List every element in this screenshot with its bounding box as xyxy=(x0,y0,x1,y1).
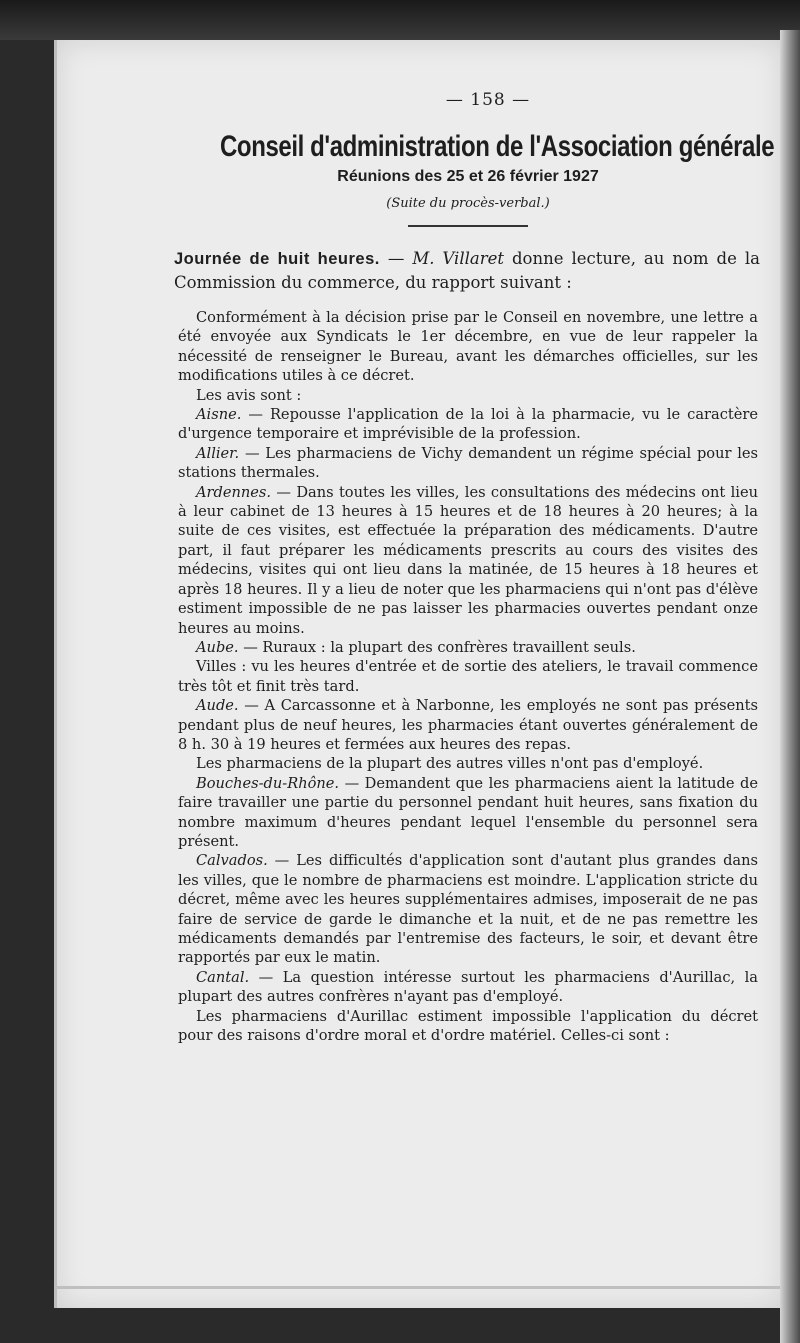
lead-speaker: M. Villaret xyxy=(412,249,505,268)
body-paragraph xyxy=(178,774,758,852)
paragraph-text: — Ruraux : la plupart des confrères travaillent seuls. xyxy=(238,638,636,656)
department-name: Aude. xyxy=(196,697,239,715)
body-paragraph xyxy=(178,444,758,483)
body-paragraph xyxy=(178,405,758,444)
department-name: Bouches-du-Rhône. xyxy=(196,774,340,792)
page-content xyxy=(174,90,775,1045)
paragraph-text: Conformément à la décision prise par le Conseil en novembre, une lettre a été envoyée aux Syndicats le 1er décembre, en vue de leur rappeler la nécessité de renseigner le Bureau, avant les démarches officielles, sur les modifications utiles à ce décret. xyxy=(178,309,758,385)
lead-text: donne lecture, au nom de la Commission du commerce, du rapport suivant : xyxy=(174,249,760,292)
page-edge-right xyxy=(780,30,800,1343)
paragraph-text: — Dans toutes les villes, les consultations des médecins ont lieu à leur cabinet de 13 heures à 15 heures et de 18 heures à 20 heures; à la suite de ces visites, est effectuée la préparation des médicaments. D'autre part, il faut préparer les médicaments prescrits au cours des visites des médecins, visites qui ont lieu dans la matinée, de 15 heures à 18 heures et après 18 heures. Il y a lieu de noter que les pharmaciens qui n'ont pas d'élève estiment impossible de ne pas laisser les pharmacies ouvertes pendant onze heures au moins. xyxy=(178,483,758,637)
department-name: Aisne. xyxy=(196,406,242,424)
paragraph-text: — Les difficultés d'application sont d'autant plus grandes dans les villes, que le nombre de pharmaciens est moindre. L'application stricte du décret, même avec les heures supplémentaires admises, imposerait de ne pas faire de service de garde le dimanche et la nuit, et de ne pas remettre les médicaments demandés par l'entremise des facteurs, le soir, et devant être rapportés par eux le matin. xyxy=(178,852,758,967)
paragraph-text: — A Carcassonne et à Narbonne, les employés ne sont pas présents pendant plus de neuf heures, les pharmacies étant ouvertes généralement de 8 h. 30 à 19 heures et fermées aux heures des repas. xyxy=(178,697,758,753)
paragraph-text: — Repousse l'application de la loi à la pharmacie, vu le caractère d'urgence temporaire et imprévisible de la profession. xyxy=(178,406,758,443)
department-name: Ardennes. xyxy=(196,483,272,501)
department-name: Allier. xyxy=(196,444,240,462)
body-paragraph xyxy=(178,1007,758,1046)
department-name: Cantal. xyxy=(196,968,250,986)
body-paragraph xyxy=(178,851,758,967)
section-heading: Journée de huit heures. xyxy=(174,250,380,268)
page-number: — 158 — xyxy=(445,90,531,110)
body-text xyxy=(178,308,758,1045)
body-paragraph xyxy=(178,638,758,657)
title-rule xyxy=(408,225,528,227)
paragraph-text: Les pharmaciens de la plupart des autres villes n'ont pas d'employé. xyxy=(196,755,704,773)
page-bottom-edge xyxy=(54,1286,780,1289)
paragraph-text: — Les pharmaciens de Vichy demandent un régime spécial pour les stations thermales. xyxy=(178,444,758,482)
scan-background-top xyxy=(0,0,800,40)
lead-dash: — xyxy=(379,249,413,268)
body-paragraph xyxy=(178,386,758,405)
paragraph-text: — Demandent que les pharmaciens aient la latitude de faire travailler une partie du personnel pendant huit heures, sans fixation du nombre maximum d'heures pendant lequel l'ensemble du personnel sera présent. xyxy=(178,774,758,850)
body-paragraph xyxy=(178,308,758,386)
page-subtitle: Réunions des 25 et 26 février 1927 xyxy=(337,168,599,185)
department-name: Aube. xyxy=(196,638,239,656)
page-subnote: (Suite du procès-verbal.) xyxy=(386,196,550,211)
body-paragraph xyxy=(178,696,758,754)
body-paragraph xyxy=(178,483,758,638)
body-paragraph xyxy=(178,968,758,1007)
paragraph-text: Les avis sont : xyxy=(196,386,302,404)
body-paragraph xyxy=(178,657,758,696)
body-paragraph xyxy=(178,754,758,773)
paragraph-text: Les pharmaciens d'Aurillac estiment impossible l'application du décret pour des raisons d'ordre moral et d'ordre matériel. Celles-ci sont : xyxy=(178,1007,758,1045)
lead-paragraph xyxy=(174,247,760,294)
page-title: Conseil d'administration de l'Association générale xyxy=(220,130,775,163)
paragraph-text: — La question intéresse surtout les pharmaciens d'Aurillac, la plupart des autres confrères n'ayant pas d'employé. xyxy=(178,968,758,1006)
department-name: Calvados. xyxy=(196,852,268,870)
paragraph-text: Villes : vu les heures d'entrée et de sortie des ateliers, le travail commence très tôt et finit très tard. xyxy=(178,658,758,695)
